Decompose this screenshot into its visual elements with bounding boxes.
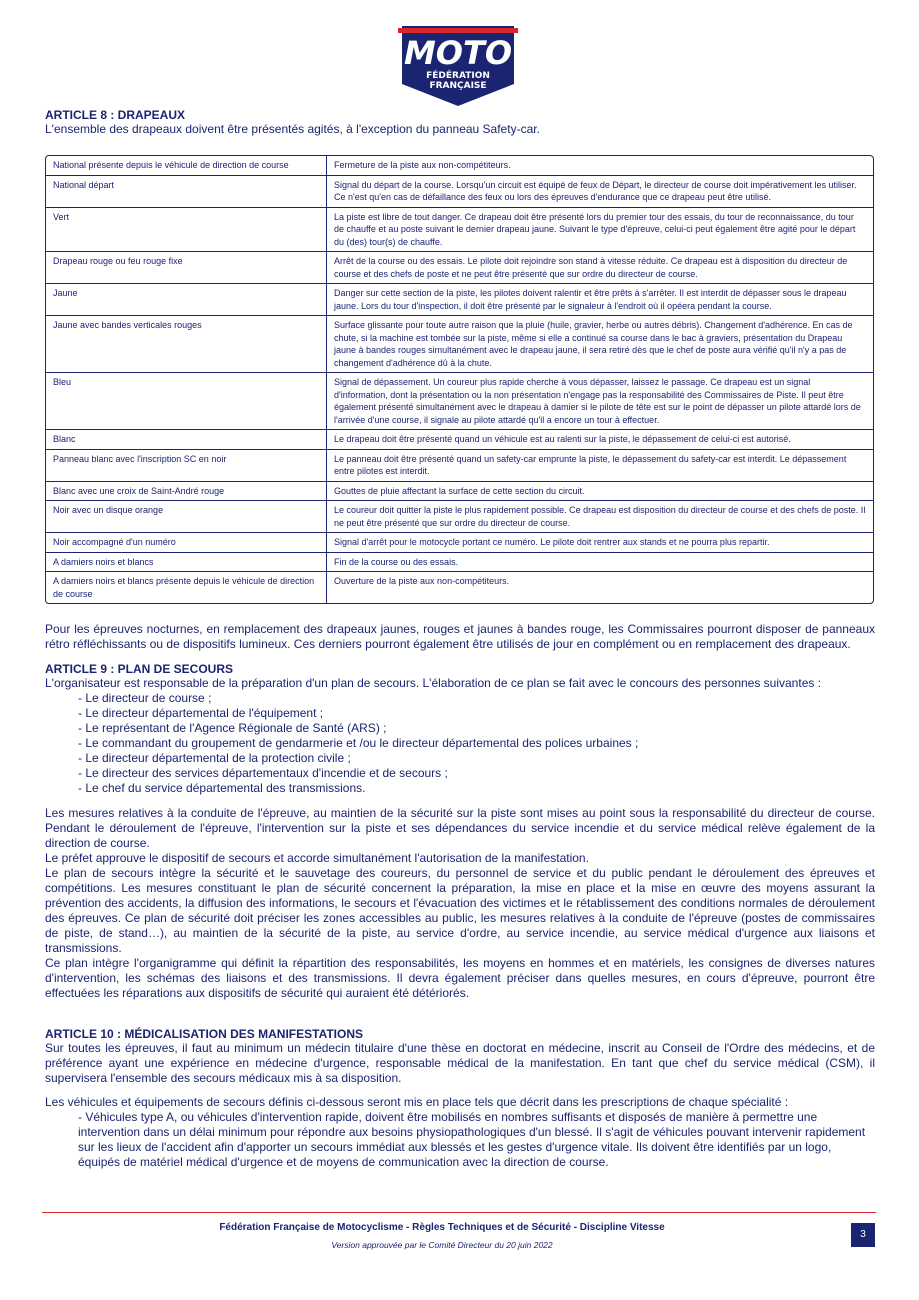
flag-row <box>46 501 873 533</box>
logo-line1: FÉDÉRATION <box>426 71 490 81</box>
list-item: - Le directeur départemental de la protection civile ; <box>78 751 351 765</box>
list-item: - Le représentant de l'Agence Régionale de Santé (ARS) ; <box>78 721 387 735</box>
flag-row <box>46 572 873 603</box>
article9-intro: L'organisateur est responsable de la préparation d'un plan de secours. L'élaboration de ce plan se fait avec le concours des personnes suivantes : <box>45 676 822 690</box>
flag-meaning-cell: Ouverture de la piste aux non-compétiteurs. <box>334 576 510 586</box>
flag-meaning-cell: Fermeture de la piste aux non-compétiteurs. <box>327 156 873 176</box>
flag-name-cell: A damiers noirs et blancs <box>46 553 327 573</box>
flag-row <box>46 553 873 573</box>
flag-name-cell: National départ <box>46 176 327 208</box>
flag-name-cell: Panneau blanc avec l'inscription SC en noir <box>46 450 327 482</box>
flag-meaning-cell: Le coureur doit quitter la piste le plus rapidement possible. Ce drapeau est disposition du directeur de course et des chefs de poste. Il ne peut être présenté que sur ordre du directeur de course. <box>327 501 873 533</box>
flag-meaning-cell: Arrêt de la course ou des essais. Le pilote doit rejoindre son stand à vitesse réduite. Ce drapeau est à disposition du directeur de course et des chefs de poste et ne peut être présenté que sur ordre du directeur de course. <box>327 252 873 284</box>
flag-row <box>46 450 873 482</box>
article10-list <box>45 1110 875 1170</box>
article8-intro: L'ensemble des drapeaux doivent être présentés agités, à l'exception du panneau Safety-car. <box>45 122 540 136</box>
logo-word: MOTO <box>403 34 513 72</box>
flag-name-cell: Vert <box>46 208 327 253</box>
list-item: - Le directeur départemental de l'équipement ; <box>78 706 324 720</box>
article8-after: Pour les épreuves nocturnes, en remplacement des drapeaux jaunes, rouges et jaunes à bandes rouge, les Commissaires pourront disposer de panneaux rétro réfléchissants ou de dispositifs lumineux. Ces derniers pourront également être utilisés de jour en complément ou en remplacement des drapeaux. <box>45 622 875 651</box>
flag-name-cell: A damiers noirs et blancs présente depuis le véhicule de direction de course <box>46 572 327 603</box>
flag-name-cell: Blanc avec une croix de Saint-André rouge <box>46 482 327 502</box>
article9-list <box>45 691 875 796</box>
flag-row <box>46 284 873 316</box>
flag-meaning-cell: Le panneau doit être présenté quand un safety-car emprunte la piste, le dépassement du safety-car est interdit. Le dépassement entre pilotes est interdit. <box>327 450 873 482</box>
logo-line2: FRANÇAISE <box>429 81 487 91</box>
flag-row <box>46 533 873 553</box>
footer-subtitle: Version approuvée par le Comité Directeur du 20 juin 2022 <box>331 1240 553 1250</box>
flag-row <box>46 208 873 253</box>
footer-title: Fédération Française de Motocyclisme - Règles Techniques et de Sécurité - Discipline Vitesse <box>219 1222 665 1233</box>
flag-name-cell: Blanc <box>46 430 327 450</box>
flag-name-cell: Jaune avec bandes verticales rouges <box>46 316 327 373</box>
article10-title: ARTICLE 10 : MÉDICALISATION DES MANIFESTATIONS <box>45 1027 364 1041</box>
article10-p1: Sur toutes les épreuves, il faut au minimum un médecin titulaire d'une thèse en doctorat en médecine, inscrit au Conseil de l'Ordre des médecins, et de préférence ayant une expérience en médecine d'urgence, responsable médical de la manifestation. En tant que chef du service médical (CSM), il supervisera l'ensemble des secours médicaux mis à sa disposition. <box>45 1041 875 1085</box>
list-item: - Le commandant du groupement de gendarmerie et /ou le directeur départemental des polices urbaines ; <box>78 736 639 750</box>
flag-name-cell: Bleu <box>46 373 327 430</box>
flag-meaning-cell: Fin de la course ou des essais. <box>327 553 873 573</box>
list-item: - Le directeur des services départementaux d'incendie et de secours ; <box>78 766 448 780</box>
flag-meaning-cell: Le drapeau doit être présenté quand un véhicule est au ralenti sur la piste, le dépassement de celui-ci est autorisé. <box>327 430 873 450</box>
flag-row <box>46 156 873 176</box>
flag-name-cell: Jaune <box>46 284 327 316</box>
flag-meaning-cell: Gouttes de pluie affectant la surface de cette section du circuit. <box>327 482 873 502</box>
page-content <box>45 108 875 1170</box>
article8-title: ARTICLE 8 : DRAPEAUX <box>45 108 186 122</box>
flag-row <box>46 176 873 208</box>
article9-p1: Les mesures relatives à la conduite de l'épreuve, au maintien de la sécurité sur la piste sont mises au point sous la responsabilité du directeur de course. Pendant le déroulement de l'épreuve, l'intervention sur la piste et ses dépendances du service incendie et du service médical relève également de la direction de course. <box>45 806 875 850</box>
page-number: 3 <box>851 1223 875 1247</box>
flag-name-cell: National présente depuis le véhicule de direction de course <box>46 156 327 176</box>
flag-row <box>46 252 873 284</box>
list-item: - Véhicules type A, ou véhicules d'intervention rapide, doivent être mobilisés en nombres suffisants et disposés de manière à permettre une intervention dans un délai minimum pour répondre aux besoins physiopathologiques d'un blessé. Il s'agit de véhicules pouvant intervenir rapidement sur les lieux de l'accident afin d'apporter un secours immédiat aux blessés et les gestes d'urgence vitale. Ils doivent être identifiés par un logo, équipés de matériel médical d'urgence et de moyens de communication avec la direction de course. <box>78 1110 866 1169</box>
list-item: - Le chef du service départemental des transmissions. <box>78 781 366 795</box>
article9-title: ARTICLE 9 : PLAN DE SECOURS <box>45 662 234 676</box>
flag-name-cell: Noir accompagné d'un numéro <box>46 533 327 553</box>
article9-p3: Le plan de secours intègre la sécurité et le sauvetage des coureurs, du personnel de service et du public pendant le déroulement des épreuves et compétitions. Les mesures constituant le plan de sécurité concernent la préparation, la mise en place et la mise en œuvre des moyens assurant la prévention des accidents, la diffusion des informations, le secours et l'évacuation des victimes et le rétablissement des conditions normales de déroulement des épreuves. Ce plan de sécurité doit préciser les zones accessibles au public, les mesures relatives à la conduite de l'épreuve (postes de commissaires de piste, de stand…), au maintien de la sécurité de la piste, au service d'ordre, au service incendie, au service médical d'urgence aux liaisons et transmissions. <box>45 866 875 955</box>
flags-table <box>45 155 874 604</box>
ffm-logo-graphic <box>398 22 518 108</box>
flag-row <box>46 482 873 502</box>
flag-meaning-cell: Signal du départ de la course. Lorsqu'un circuit est équipé de feux de Départ, le directeur de course doit impérativement les utiliser. Ce n'est qu'en cas de défaillance des feux ou lors des épreuves d'endurance que ce drapeau peut être utilisé. <box>327 176 873 208</box>
article9-p4: Ce plan intègre l'organigramme qui définit la répartition des responsabilités, les moyens en hommes et en matériels, les consignes de diverses natures d'intervention, les schémas des liaisons et des transmissions. Il devra également préciser dans quelles mesures, en cours d'épreuve, pourront être effectuées les réparations aux dispositifs de sécurité qui auraient été détériorés. <box>45 956 875 1000</box>
list-item: - Le directeur de course ; <box>78 691 212 705</box>
flag-meaning-cell: Danger sur cette section de la piste, les pilotes doivent ralentir et être prêts à s'arrêter. Il est interdit de dépasser sous le drapeau jaune. Lors du tour d'inspection, il doit être présenté par le signaleur à l'endroit où il opéera pendant la course. <box>327 284 873 316</box>
article9-p2: Le préfet approuve le dispositif de secours et accorde simultanément l'autorisation de la manifestation. <box>45 851 589 865</box>
flag-meaning-cell: Signal de dépassement. Un coureur plus rapide cherche à vous dépasser, laissez le passage. Ce drapeau est un signal d'information, dont la présentation ou la non présentation n'engage pas la responsabilité des Commissaires de Piste. Il peut être également présenté simultanément avec le drapeau à damier si le pilote de tête est sur le point de dépasser un pilote attardé lors de l'arrivée d'une course, il signale au pilote attardé qu'il a encore un tour à effectuer. <box>327 373 873 430</box>
footer-divider <box>42 1212 876 1213</box>
flag-row <box>46 430 873 450</box>
flag-name-cell: Noir avec un disque orange <box>46 501 327 533</box>
flag-meaning-cell: Surface glissante pour toute autre raison que la pluie (huile, gravier, herbe ou autres débris). Changement d'adhérence. En cas de chute, si la machine est tombée sur la piste, même si elle a continué sa course dans le bac à graviers, présentation du Drapeau jaune à bandes rouges simultanément avec le drapeau jaune, il sera retiré dès que le chef de poste aura vérifié qu'il n'y a pas de changement d'adhérence dû à la chute. <box>327 316 873 373</box>
flag-row <box>46 373 873 430</box>
flag-meaning-cell: La piste est libre de tout danger. Ce drapeau doit être présenté lors du premier tour des essais, du tour de reconnaissance, du tour de chauffe et au poste suivant le dernier drapeau jaune. Suivant le type d'épreuve, celui-ci peut également être agité pour le départ du (des) tour(s) de chauffe. <box>327 208 873 253</box>
flag-meaning-cell: Signal d'arrêt pour le motocycle portant ce numéro. Le pilote doit rentrer aux stands et ne pourra plus repartir. <box>327 533 873 553</box>
flag-name-cell: Drapeau rouge ou feu rouge fixe <box>46 252 327 284</box>
article10-p2: Les véhicules et équipements de secours définis ci-dessous seront mis en place tels que décrit dans les prescriptions de chaque spécialité : <box>45 1095 789 1109</box>
flag-row <box>46 316 873 373</box>
ffm-logo <box>398 22 518 108</box>
